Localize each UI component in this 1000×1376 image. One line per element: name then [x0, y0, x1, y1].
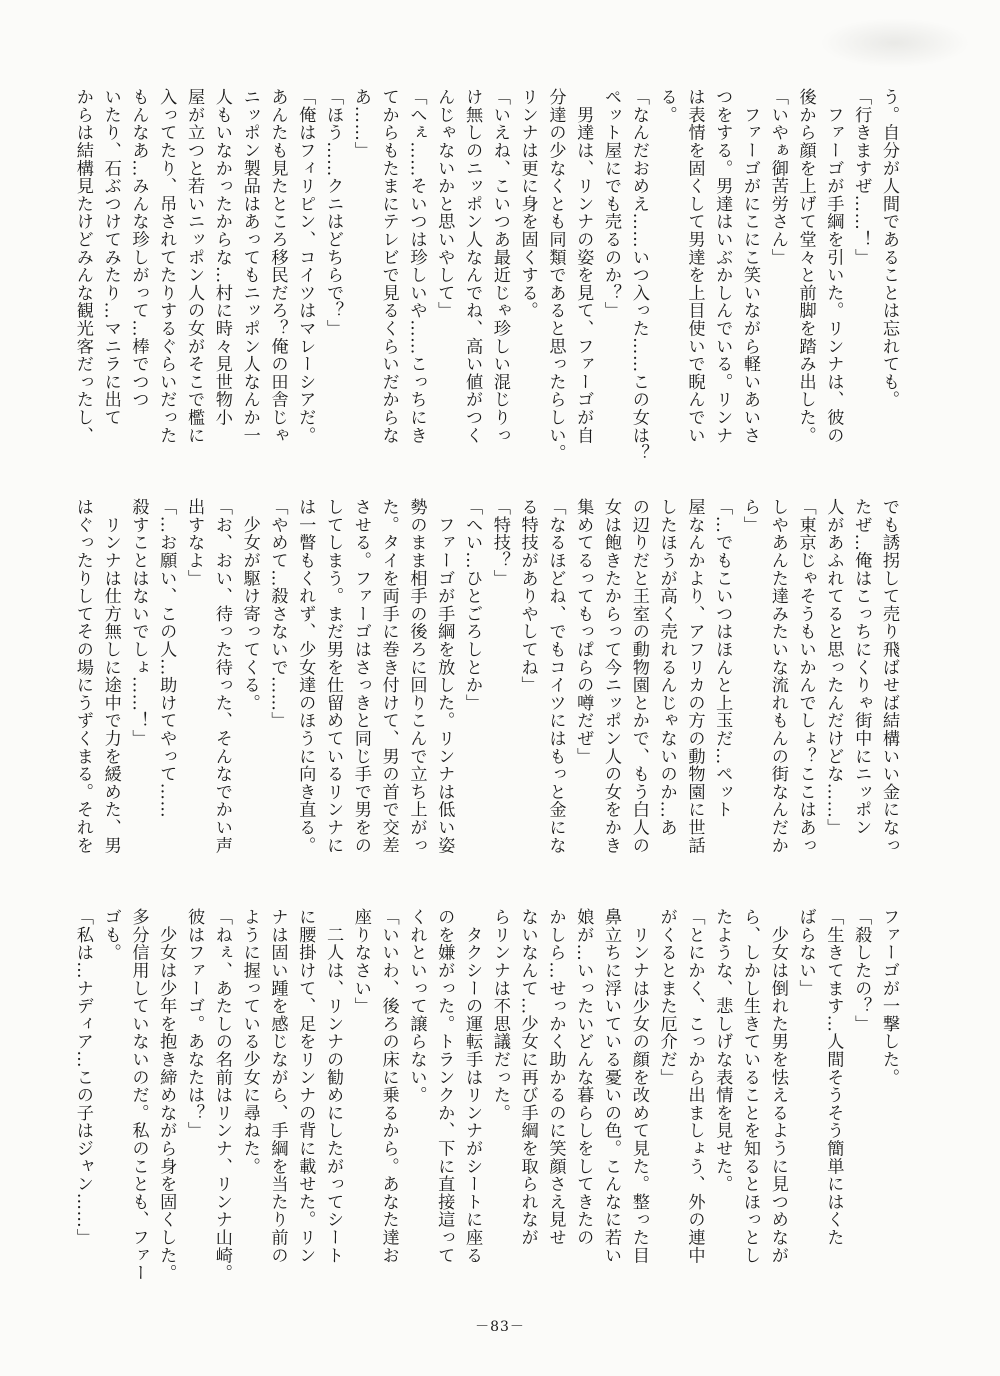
- text-line: る。: [656, 88, 677, 124]
- text-line: 女は飽きたからって今ニッポン人の女をかき: [601, 498, 622, 854]
- text-line: 「お、おい、待った待った、そんなでかい声: [211, 498, 232, 854]
- text-line: 集めてるってもっぱらの噂だぜ」: [573, 498, 594, 765]
- text-line: がくるとまた厄介だ」: [656, 908, 677, 1086]
- text-line: 人があふれてると思ったんだけどな……」: [823, 498, 844, 837]
- text-line: 「行きますぜ……！」: [851, 88, 872, 266]
- text-line: 「なるほどね、でもコイツにはもっと金にな: [545, 498, 566, 854]
- text-line: 「へぇ……そいつは珍しいや……こっちにき: [406, 88, 427, 444]
- text-line: もんなあ…みんな珍しがって…棒でつつ: [128, 88, 149, 409]
- text-line: くれといって譲らない。: [406, 908, 427, 1104]
- text-line: んじゃないかと思いやして」: [434, 88, 455, 320]
- text-line: 少女は少年を抱き締めながら身を固くした。: [156, 908, 177, 1282]
- text-line: 後から顔を上げて堂々と前脚を踏み出した。: [795, 88, 816, 444]
- text-line: 「いえね、こいつあ最近じゃ珍しい混じりっ: [489, 88, 510, 444]
- text-block-top: [68, 88, 902, 478]
- text-line: ファーゴが手綱を引いた。リンナは、彼の: [823, 88, 844, 444]
- text-line: らリンナは不思議だった。: [489, 908, 510, 1122]
- text-line: け無しのニッポン人なんでね、高い値がつく: [462, 88, 483, 444]
- page-number: －83－: [475, 1319, 525, 1335]
- text-line: 分達の少なくとも同類であると思ったらしい。: [545, 88, 566, 462]
- text-line: からは結構見たけどみんな観光客だったし、: [72, 88, 93, 444]
- text-line: 少女が駆け寄ってくる。: [239, 498, 260, 712]
- text-line: させる。ファーゴはさっきと同じ手で男をの: [350, 498, 371, 854]
- text-line: 「特技？」: [489, 498, 510, 587]
- text-line: に腰掛けて、足をリンナの背に載せた。リン: [295, 908, 316, 1264]
- text-line: 屋が立つと若いニッポン人の女がそこで檻に: [184, 88, 205, 444]
- text-line: してしまう。まだ男を仕留めているリンナに: [323, 498, 344, 854]
- text-line: う。自分が人間であることは忘れても。: [879, 88, 899, 409]
- text-line: 「生きてます…人間そうそう簡単にはくた: [823, 908, 844, 1247]
- text-line: ばらない」: [795, 908, 816, 997]
- text-line: 人もいなかったからな…村に時々見世物小: [211, 88, 232, 427]
- text-line: 男達は、リンナの姿を見て、ファーゴが自: [573, 88, 594, 444]
- text-line: 出すなよ」: [184, 498, 205, 587]
- text-line: 「私は…ナディア…この子はジャン……」: [72, 908, 93, 1247]
- text-line: リンナは更に身を固くする。: [517, 88, 538, 320]
- text-line: 「ねぇ、あたしの名前はリンナ、リンナ山崎。: [211, 908, 232, 1282]
- text-line: 「やめて…殺さないで……」: [267, 498, 288, 730]
- text-line: は一瞥もくれず、少女達のほうに向き直る。: [295, 498, 316, 854]
- text-line: ニッポン製品はあってもニッポン人なんか一: [239, 88, 260, 444]
- text-line: 入ってたり、吊されてたりするぐらいだった: [156, 88, 177, 444]
- text-line: 彼はファーゴ。あなたは？」: [184, 908, 205, 1140]
- text-line: のを嫌がった。トランクか、下に直接這って: [434, 908, 455, 1264]
- text-line: た。タイを両手に巻き付けて、男の首で交差: [378, 498, 399, 854]
- text-line: ないなんて…少女に再び手綱を取られなが: [517, 908, 538, 1247]
- text-line: リンナは仕方無しに途中で力を緩めた、男: [100, 498, 121, 854]
- text-line: の辺りだと王室の動物園とかで、もう白人の: [628, 498, 649, 854]
- text-line: 二人は、リンナの勧めにしたがってシート: [323, 908, 344, 1264]
- text-line: 「…でもこいつはほんと上玉だ…ペット: [712, 498, 733, 819]
- text-line: かしら…せっかく助かるのに笑顔さえ見せ: [545, 908, 566, 1247]
- text-block-middle: [68, 498, 902, 888]
- text-line: ら、しかし生きていることを知るとほっとし: [740, 908, 761, 1264]
- text-line: いたり、石ぶつけてみたり…マニラに出て: [100, 88, 121, 427]
- text-line: 「とにかく、こっから出ましょう、外の連中: [684, 908, 705, 1264]
- text-line: ペット屋にでも売るのか？」: [601, 88, 622, 320]
- text-line: あんたも見たところ移民だろ？俺の田舎じゃ: [267, 88, 288, 444]
- text-line: ファーゴが一撃した。: [879, 908, 899, 1086]
- text-line: ゴも。: [100, 908, 121, 962]
- text-line: ナは固い踵を感じながら、手綱を当たり前の: [267, 908, 288, 1264]
- text-line: 「殺したの？」: [851, 908, 872, 1033]
- text-line: ファーゴがにこにこ笑いながら軽いあいさ: [740, 88, 761, 444]
- text-line: は表情を固くして男達を上目使いで睨んでい: [684, 88, 705, 444]
- text-line: 多分信用していないのだ。私のことも、ファー: [128, 908, 149, 1282]
- text-line: つをする。男達はいぶかしんでいる。リンナ: [712, 88, 733, 444]
- text-line: たような、悲しげな表情を見せた。: [712, 908, 733, 1193]
- text-line: したほうが高く売れるんじゃないのか…あ: [656, 498, 677, 837]
- text-line: る特技がありやしてね」: [517, 498, 538, 694]
- text-line: 「東京じゃそうもいかんでしょ？ここはあっ: [795, 498, 816, 854]
- text-block-bottom: [68, 908, 902, 1296]
- text-line: リンナは少女の顔を改めて見た。整った目: [628, 908, 649, 1264]
- text-line: あ……」: [350, 88, 371, 160]
- text-line: 殺すことはないでしょ……！」: [128, 498, 149, 748]
- text-line: 勢のまま相手の後ろに回りこんで立ち上がっ: [406, 498, 427, 854]
- text-line: はぐったりしてその場にうずくまる。それを: [72, 498, 93, 854]
- text-line: てからもたまにテレビで見るくらいだからな: [378, 88, 399, 444]
- text-line: 屋なんかより、アフリカの方の動物園に世話: [684, 498, 705, 854]
- text-line: ように握っている少女に尋ねた。: [239, 908, 260, 1175]
- text-line: でも誘拐して売り飛ばせば結構いい金になっ: [879, 498, 899, 854]
- text-line: たぜ…俺はこっちにくりゃ街中にニッポン: [851, 498, 872, 837]
- text-line: 座りなさい」: [350, 908, 371, 1015]
- text-line: 鼻立ちに浮いている憂いの色。こんなに若い: [601, 908, 622, 1264]
- text-line: 「俺はフィリピン、コイツはマレーシアだ。: [295, 88, 316, 444]
- text-line: 「いやぁ御苦労さん」: [767, 88, 788, 266]
- text-line: 少女は倒れた男を怯えるように見つめなが: [767, 908, 788, 1264]
- text-line: ら」: [740, 498, 761, 534]
- text-line: ファーゴが手綱を放した。リンナは低い姿: [434, 498, 455, 854]
- text-line: しやあんた達みたいな流れもんの街なんだか: [767, 498, 788, 854]
- text-line: 「ほう……クニはどちらで？」: [323, 88, 344, 338]
- text-line: 「なんだおめえ……いつ入った……この女は？: [628, 88, 649, 462]
- text-line: 「いいわ、後ろの床に乗るから。あなた達お: [378, 908, 399, 1264]
- text-line: タクシーの運転手はリンナがシートに座る: [462, 908, 483, 1264]
- text-line: 「へい…ひとごろしとか」: [462, 498, 483, 712]
- text-line: 「…お願い、この人…助けてやって……: [156, 498, 177, 819]
- scan-smudge: [820, 18, 970, 68]
- text-line: 娘が…いったいどんな暮らしをしてきたの: [573, 908, 594, 1247]
